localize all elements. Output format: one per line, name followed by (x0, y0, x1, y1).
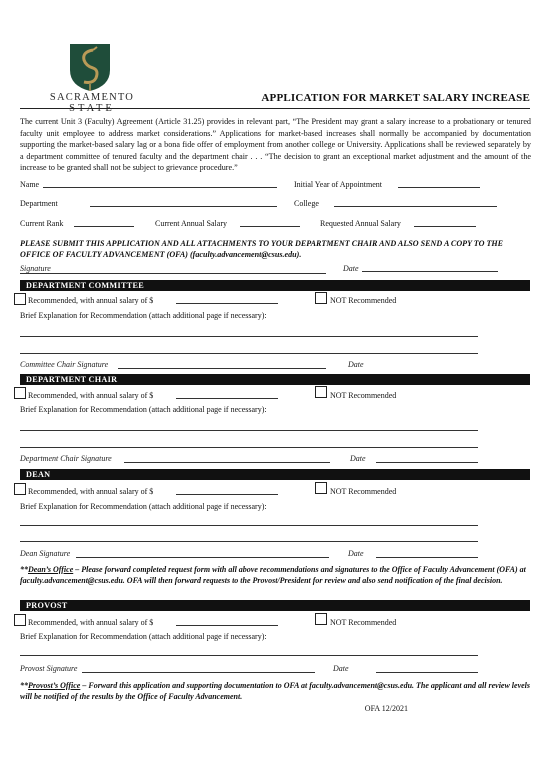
chair-signature-field[interactable] (124, 462, 330, 463)
not-recommended-label: NOT Recommended (330, 296, 397, 305)
recommended-label: Recommended, with annual salary of $ (28, 487, 154, 496)
dean-office-label: Dean’s Office (28, 565, 74, 574)
applicant-signature-label: Signature (20, 264, 51, 273)
section-header-dean: DEAN (20, 469, 530, 480)
current-rank-label: Current Rank (20, 219, 64, 228)
chair-not-recommended-checkbox[interactable] (315, 386, 327, 398)
sacramento-state-logo (60, 42, 120, 92)
name-label: Name (20, 180, 40, 189)
intro-paragraph: The current Unit 3 (Faculty) Agreement (Article 31.25) provides in relevant part, “The President may grant a salary increase to a probationary or tenured faculty unit employee to address market considerations.” Applications for market-based increases shall normally be accompanied by documentation supporting the market-based salary lag or a bona fide offer of employment from another college or University. Applications shall be reviewed separately by a department committee of tenured faculty and the department chair . . . “The decision to grant an exceptional market adjustment and the amount of the increase to be granted shall not be subject to grievance procedure.” (20, 117, 531, 173)
dean-recommended-checkbox[interactable] (14, 483, 26, 495)
dean-salary-field[interactable] (176, 494, 278, 495)
provost-recommended-checkbox[interactable] (14, 614, 26, 626)
submission-instruction: PLEASE SUBMIT THIS APPLICATION AND ALL ATTACHMENTS TO YOUR DEPARTMENT CHAIR AND ALSO SEND A COPY TO THE OFFICE OF FACULTY ADVANCEMENT (OFA) (faculty.advancement@csus.edu). (20, 239, 504, 259)
applicant-signature-field[interactable] (20, 273, 326, 274)
committee-signature-label: Committee Chair Signature (20, 360, 109, 369)
provost-office-label: Provost’s Office (28, 681, 81, 690)
form-version: OFA 12/2021 (364, 704, 408, 713)
provost-date-field[interactable] (376, 672, 478, 673)
chair-explanation-line-1[interactable] (20, 430, 478, 431)
section-header-committee: DEPARTMENT COMMITTEE (20, 280, 530, 291)
dean-explanation-line-2[interactable] (20, 541, 478, 542)
committee-explanation-line-1[interactable] (20, 336, 478, 337)
recommended-label: Recommended, with annual salary of $ (28, 296, 154, 305)
recommended-label: Recommended, with annual salary of $ (28, 391, 154, 400)
department-label: Department (20, 199, 58, 208)
dean-signature-label: Dean Signature (20, 549, 71, 558)
committee-date-label: Date (348, 360, 364, 369)
provost-date-label: Date (333, 664, 349, 673)
department-field[interactable] (90, 206, 277, 207)
college-label: College (294, 199, 319, 208)
explanation-label: Brief Explanation for Recommendation (attach additional page if necessary): (20, 311, 267, 320)
provost-explanation-line-1[interactable] (20, 655, 478, 656)
chair-explanation-line-2[interactable] (20, 447, 478, 448)
requested-salary-field[interactable] (414, 226, 476, 227)
not-recommended-label: NOT Recommended (330, 391, 397, 400)
requested-salary-label: Requested Annual Salary (320, 219, 401, 228)
committee-recommended-checkbox[interactable] (14, 293, 26, 305)
current-salary-field[interactable] (240, 226, 300, 227)
dean-explanation-line-1[interactable] (20, 525, 478, 526)
explanation-label: Brief Explanation for Recommendation (attach additional page if necessary): (20, 405, 267, 414)
committee-not-recommended-checkbox[interactable] (315, 292, 327, 304)
dean-signature-field[interactable] (76, 557, 329, 558)
current-rank-field[interactable] (74, 226, 134, 227)
chair-date-field[interactable] (376, 462, 478, 463)
explanation-label: Brief Explanation for Recommendation (attach additional page if necessary): (20, 502, 267, 511)
dean-office-note: **Dean’s Office – Please forward completed request form with all above recommendations and signatures to the Office of Faculty Advancement (OFA) at faculty.advancement@csus.edu. OFA will then forward requests to the Provost/President for review and also send notification of the final decision. (20, 565, 526, 585)
applicant-date-label: Date (343, 264, 359, 273)
current-salary-label: Current Annual Salary (155, 219, 227, 228)
chair-salary-field[interactable] (176, 398, 278, 399)
dean-date-field[interactable] (376, 557, 478, 558)
provost-signature-field[interactable] (82, 672, 315, 673)
initial-year-label: Initial Year of Appointment (294, 180, 382, 189)
chair-signature-label: Department Chair Signature (20, 454, 112, 463)
explanation-label: Brief Explanation for Recommendation (attach additional page if necessary): (20, 632, 267, 641)
title-divider (20, 108, 530, 109)
provost-signature-label: Provost Signature (20, 664, 78, 673)
recommended-label: Recommended, with annual salary of $ (28, 618, 154, 627)
brand-line-1: SACRAMENTO (49, 92, 135, 103)
section-header-provost: PROVOST (20, 600, 530, 611)
chair-date-label: Date (350, 454, 366, 463)
provost-salary-field[interactable] (176, 625, 278, 626)
college-field[interactable] (334, 206, 497, 207)
section-header-chair: DEPARTMENT CHAIR (20, 374, 530, 385)
page-title: APPLICATION FOR MARKET SALARY INCREASE (261, 92, 530, 104)
not-recommended-label: NOT Recommended (330, 618, 397, 627)
applicant-date-field[interactable] (362, 271, 498, 272)
not-recommended-label: NOT Recommended (330, 487, 397, 496)
initial-year-field[interactable] (398, 187, 480, 188)
committee-signature-field[interactable] (118, 368, 326, 369)
committee-salary-field[interactable] (176, 303, 278, 304)
provost-office-note: **Provost’s Office – Forward this application and supporting documentation to OFA at faculty.advancement@csus.edu. The applicant and all review levels will be notified of the results by the Office of Faculty Advancement. (20, 681, 531, 701)
name-field[interactable] (43, 187, 277, 188)
dean-not-recommended-checkbox[interactable] (315, 482, 327, 494)
committee-explanation-line-2[interactable] (20, 353, 478, 354)
dean-date-label: Date (348, 549, 364, 558)
brand-line-2: STATE (69, 103, 115, 114)
chair-recommended-checkbox[interactable] (14, 387, 26, 399)
provost-not-recommended-checkbox[interactable] (315, 613, 327, 625)
